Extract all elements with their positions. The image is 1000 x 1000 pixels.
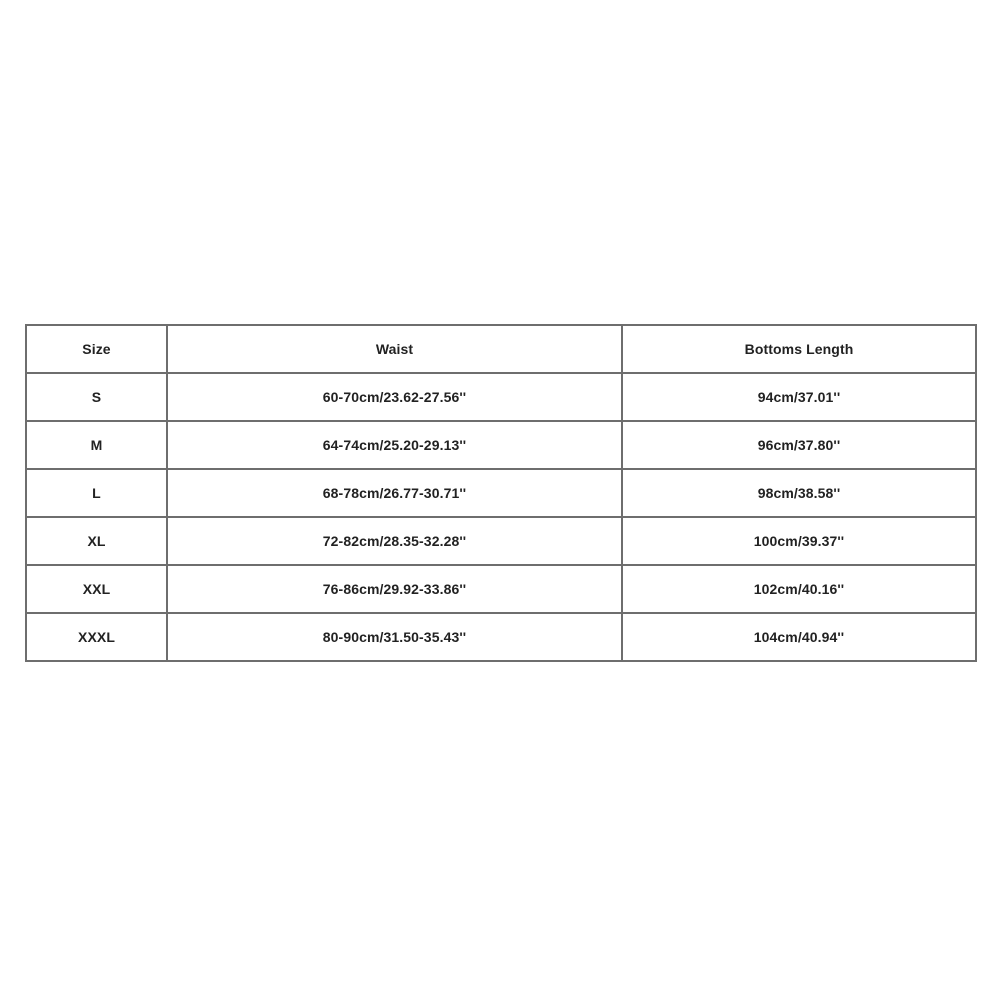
size-chart-table	[25, 324, 977, 662]
cell-bottoms-length: 98cm/38.58''	[622, 469, 976, 517]
cell-waist: 72-82cm/28.35-32.28''	[167, 517, 622, 565]
cell-size: S	[26, 373, 167, 421]
table-row	[26, 469, 976, 517]
table-row	[26, 613, 976, 661]
cell-size: XXXL	[26, 613, 167, 661]
table-row	[26, 565, 976, 613]
table-row	[26, 517, 976, 565]
cell-size: L	[26, 469, 167, 517]
cell-waist: 68-78cm/26.77-30.71''	[167, 469, 622, 517]
header-size: Size	[26, 325, 167, 373]
cell-bottoms-length: 100cm/39.37''	[622, 517, 976, 565]
header-waist: Waist	[167, 325, 622, 373]
table-row	[26, 373, 976, 421]
cell-waist: 64-74cm/25.20-29.13''	[167, 421, 622, 469]
header-bottoms-length: Bottoms Length	[622, 325, 976, 373]
cell-bottoms-length: 94cm/37.01''	[622, 373, 976, 421]
cell-waist: 76-86cm/29.92-33.86''	[167, 565, 622, 613]
cell-bottoms-length: 102cm/40.16''	[622, 565, 976, 613]
table-header-row	[26, 325, 976, 373]
cell-waist: 60-70cm/23.62-27.56''	[167, 373, 622, 421]
cell-size: XL	[26, 517, 167, 565]
cell-size: M	[26, 421, 167, 469]
cell-bottoms-length: 96cm/37.80''	[622, 421, 976, 469]
cell-waist: 80-90cm/31.50-35.43''	[167, 613, 622, 661]
cell-size: XXL	[26, 565, 167, 613]
cell-bottoms-length: 104cm/40.94''	[622, 613, 976, 661]
table-row	[26, 421, 976, 469]
